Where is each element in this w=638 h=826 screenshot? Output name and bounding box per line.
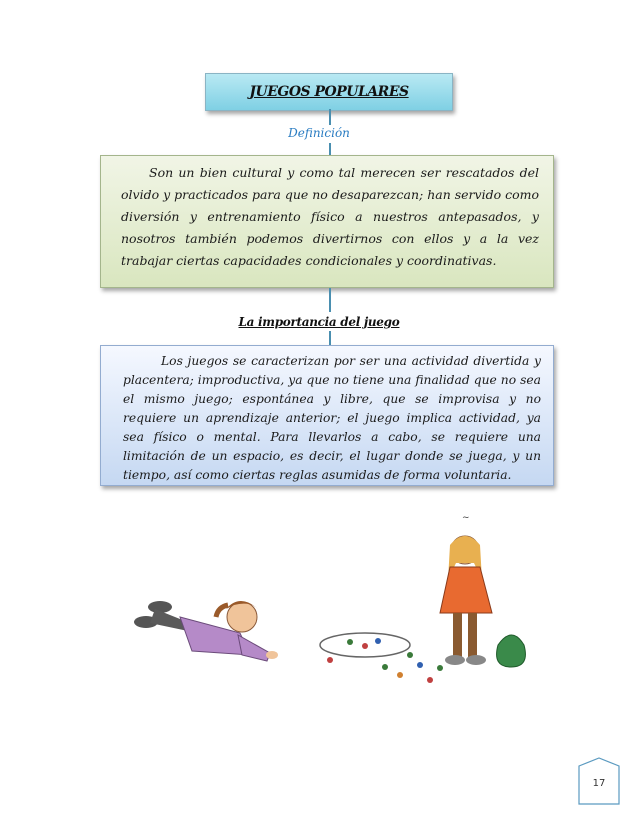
- connector-line: [329, 331, 331, 345]
- children-playing-marbles-illustration: [120, 505, 540, 690]
- svg-text:~: ~: [462, 513, 470, 523]
- marble-bag: [497, 635, 526, 667]
- marbles: [327, 638, 443, 683]
- lying-girl-figure: [134, 601, 278, 661]
- definition-text: Son un bien cultural y como tal merecen ser rescatados del olvido y practicados para que no desaparezcan; han servido como diversión y entrenamiento físico a nuestros antepasados, y nosotros también podemos divertirnos con ellos y a la vez trabajar ciertas capacidades condicionales y coordinativas.: [121, 165, 539, 268]
- importance-text: Los juegos se caracterizan por ser una actividad divertida y placentera; improductiva, ya que no tiene una finalidad que no sea el mismo juego; espontánea y libre, que se improvisa y no requiere un aprendizaje anterior; el juego implica actividad, ya sea físico o mental. Para llevarlos a cabo, se requiere una limitación de un espacio, es decir, el lugar donde se juega, y un tiempo, así como ciertas reglas asumidas de forma voluntaria.: [123, 354, 541, 482]
- connector-line: [329, 143, 331, 155]
- definition-box: [100, 155, 554, 288]
- importance-box: [100, 345, 554, 486]
- title-box: [205, 73, 453, 111]
- definition-label: Definición: [288, 126, 350, 140]
- importance-label: La importancia del juego: [238, 315, 400, 329]
- page-title: JUEGOS POPULARES: [249, 84, 409, 100]
- page-number-wrap: [577, 756, 621, 806]
- connector-line: [329, 288, 331, 312]
- page-number: 17: [592, 778, 606, 789]
- connector-line: [329, 109, 331, 125]
- standing-girl-figure: [440, 513, 492, 665]
